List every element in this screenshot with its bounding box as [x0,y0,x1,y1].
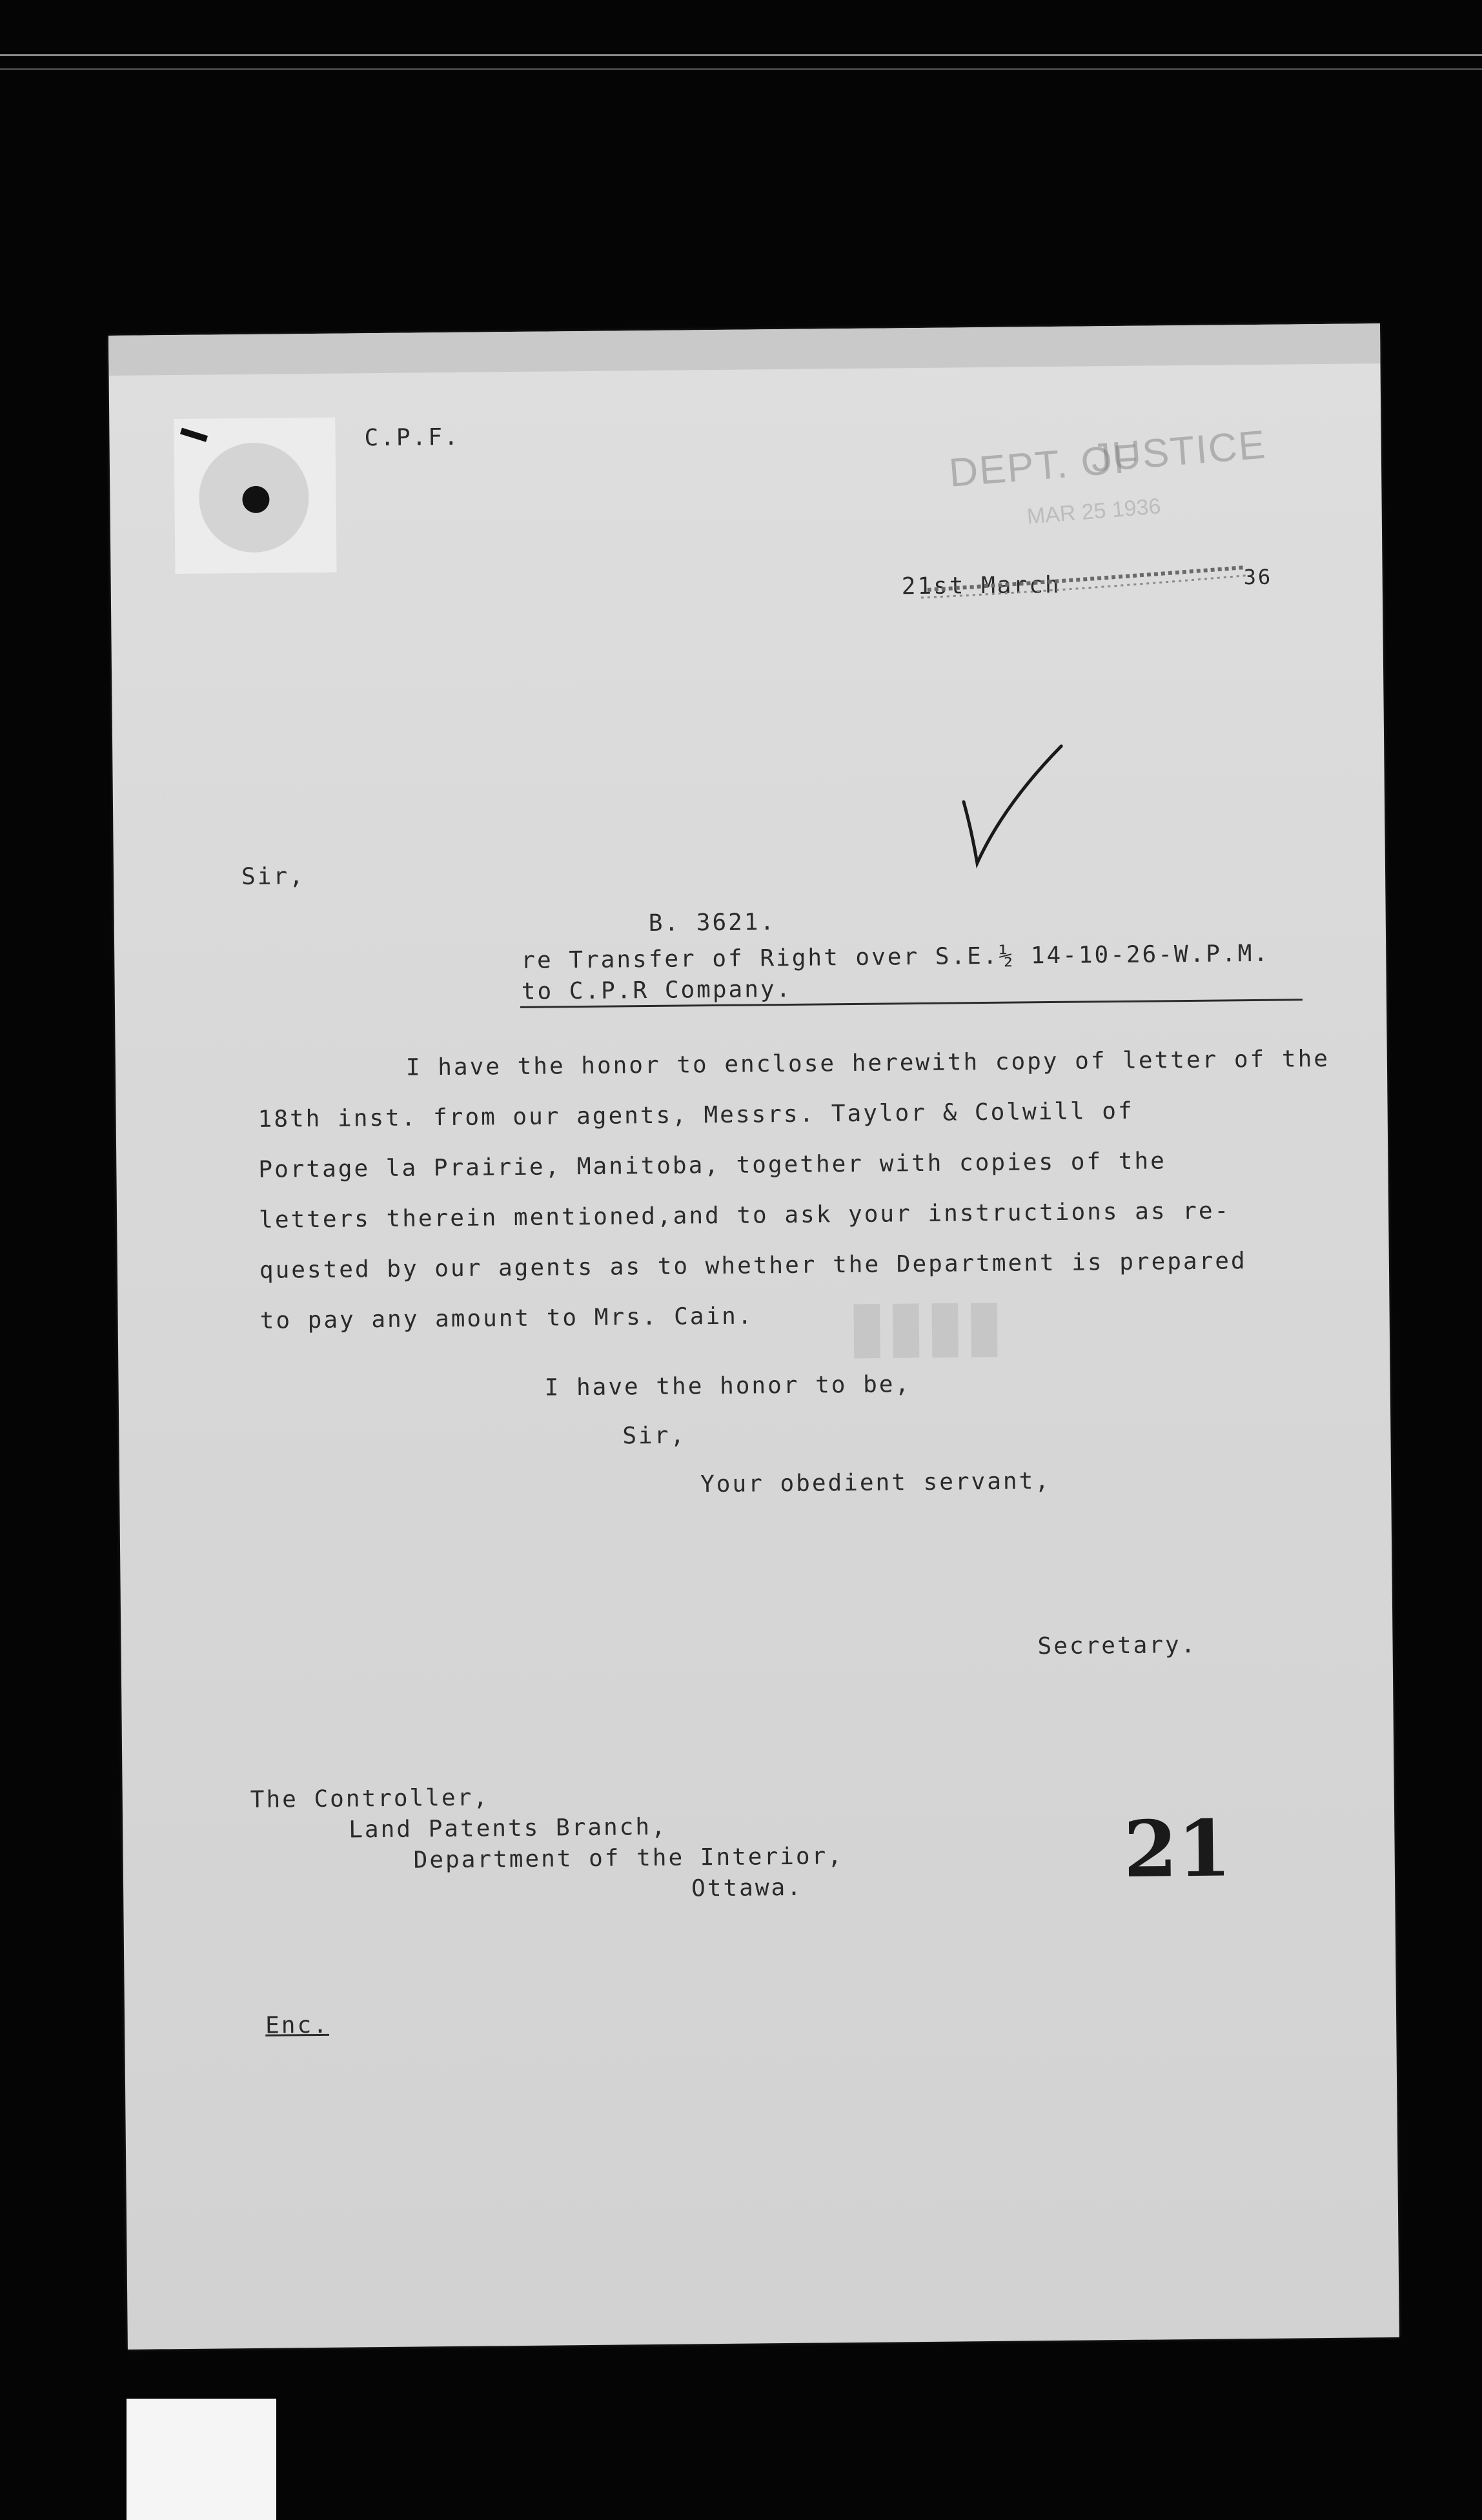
film-edge-rule [0,68,1482,70]
body-line: letters therein mentioned,and to ask your instructions as re- [258,1197,1231,1234]
body-line: quested by our agents as to whether the Department is prepared [259,1248,1247,1284]
date-stamp-smudge [920,561,1257,603]
subject-line: re Transfer of Right over S.E.½ 14-10-26-W.P.M. [521,940,1270,974]
subject-line-continued: to C.P.R Company. [521,975,793,1005]
film-edge-rule [0,54,1482,56]
addressee-line: Land Patents Branch, [349,1813,667,1844]
file-reference: C.P.F. [364,423,460,452]
punch-hole-patch [174,418,336,574]
film-marker-tab [127,2399,276,2520]
letter-date-year: 36 [1243,564,1273,590]
closing-salutation: Sir, [622,1422,687,1450]
addressee-line: Department of the Interior, [413,1843,844,1874]
reference-number: B. 3621. [648,909,777,937]
body-line: Portage la Prairie, Manitoba, together with copies of the [258,1148,1166,1183]
body-line: I have the honor to enclose herewith copy of letter of the [405,1045,1330,1081]
received-stamp-department: JUSTICE [1089,422,1268,481]
page-number-stamp: 21 [1122,1803,1232,1896]
closing-line: I have the honor to be, [544,1371,911,1401]
received-stamp-prefix: DEPT. OF [947,436,1141,496]
signature-title: Secretary. [1037,1631,1197,1660]
paper-top-edge [108,323,1381,376]
received-stamp-date: MAR 25 1936 [1026,494,1162,529]
salutation: Sir, [241,863,305,891]
punch-hole-icon [242,486,269,513]
closing-valediction: Your obedient servant, [700,1468,1051,1498]
body-line: 18th inst. from our agents, Messrs. Taylor & Colwill of [258,1097,1134,1133]
check-mark-icon [958,740,1069,870]
addressee-line: Ottawa. [691,1874,804,1902]
faint-bleed-through-stamp: ▮▮▮▮ [847,1285,1004,1366]
addressee-line: The Controller, [250,1784,490,1813]
letter-page [108,323,1399,2350]
enclosure-note: Enc. [265,2011,330,2039]
body-line: to pay any amount to Mrs. Cain. [259,1303,754,1334]
letter-date: 21st March [901,571,1061,600]
